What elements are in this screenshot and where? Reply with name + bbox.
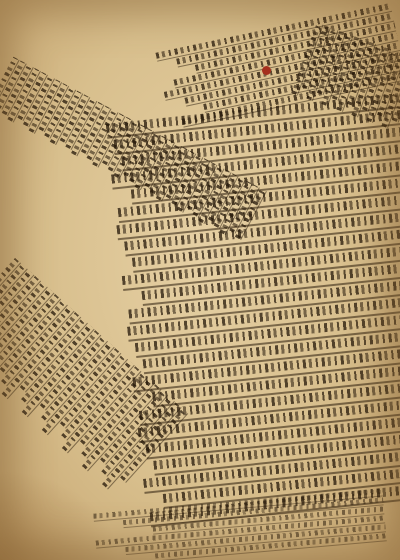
- main-text-block: [106, 92, 400, 526]
- rubric-mark: [262, 66, 271, 75]
